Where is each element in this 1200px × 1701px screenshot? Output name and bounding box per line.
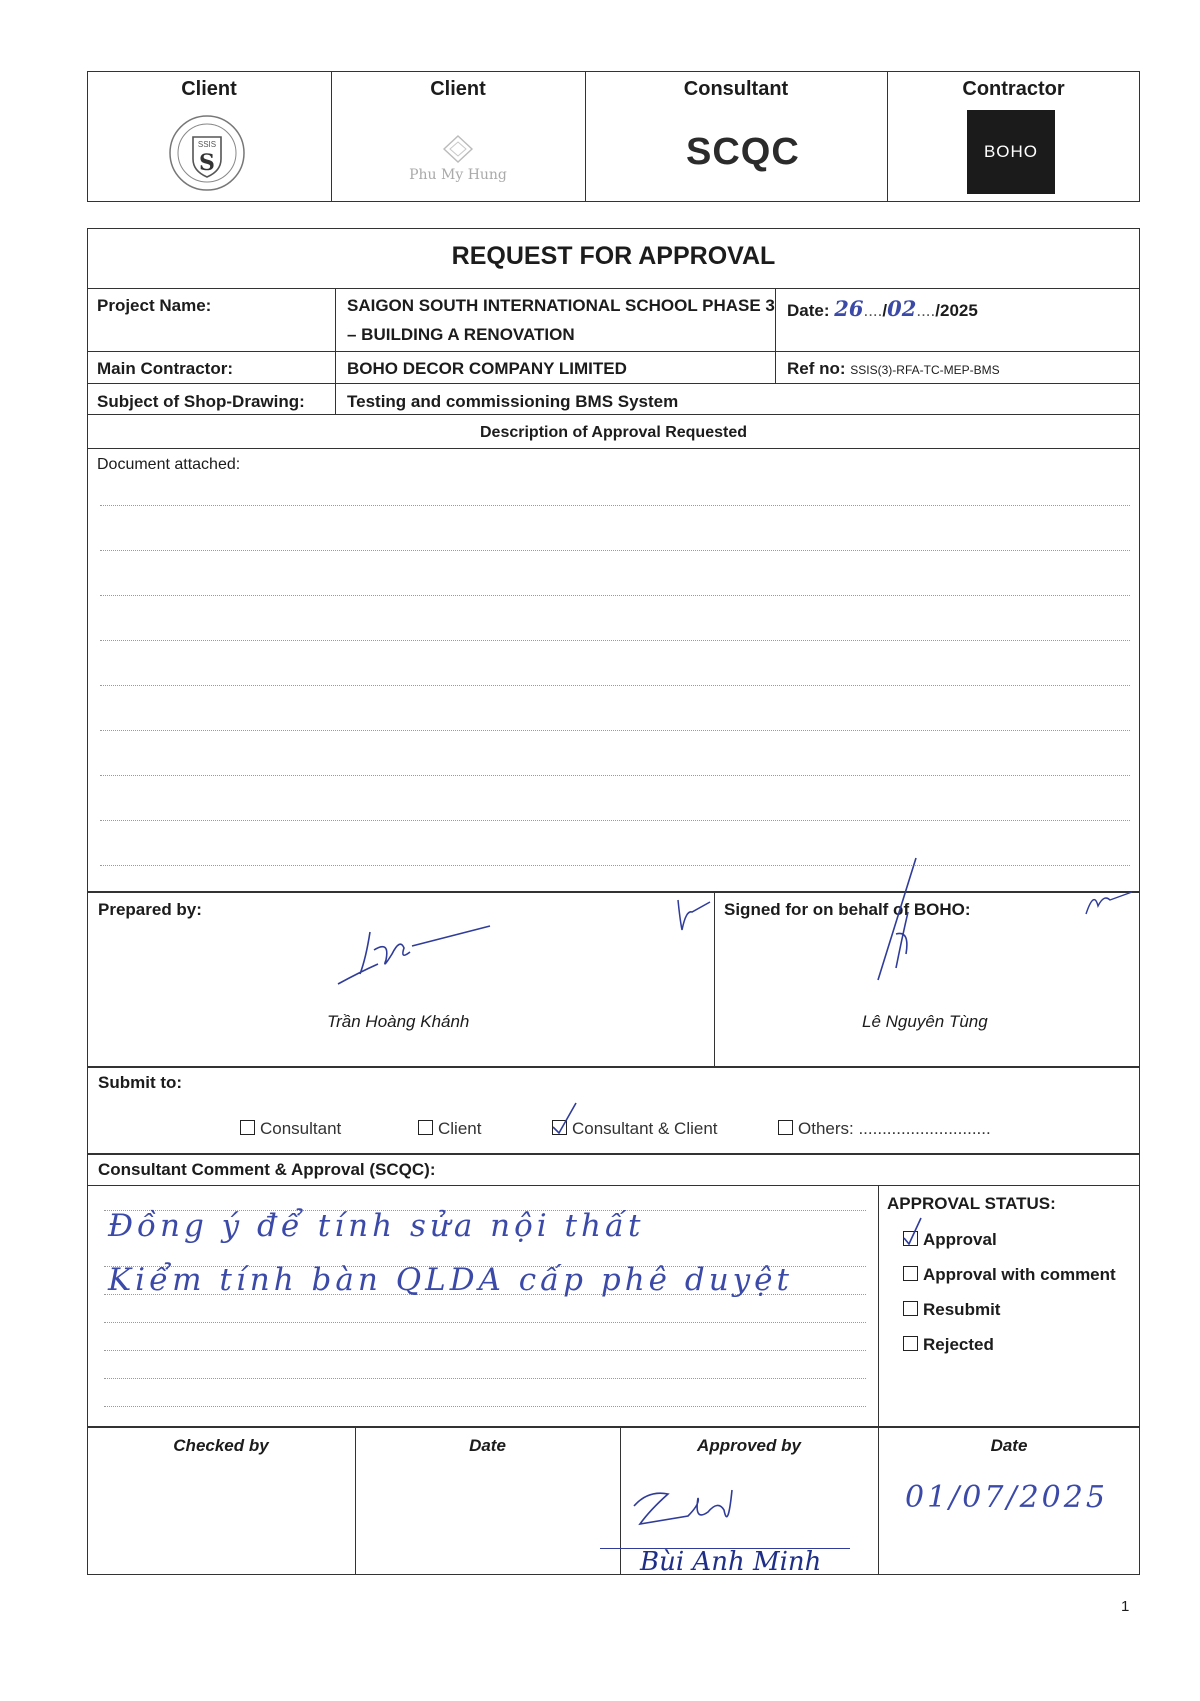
- row-divider: [87, 383, 1140, 384]
- blank-line: [100, 640, 1130, 641]
- column-divider: [775, 288, 776, 383]
- date-label-1: Date: [469, 1436, 506, 1455]
- approver-name: Bùi Anh Minh: [640, 1547, 822, 1577]
- date-separator: ....: [916, 301, 936, 320]
- status-option-resubmit[interactable]: [903, 1300, 1000, 1320]
- main-contractor-label: Main Contractor:: [97, 359, 233, 378]
- blank-line: [100, 550, 1130, 551]
- check-mark-icon: [901, 1216, 925, 1246]
- scqc-logo: SCQC: [686, 131, 800, 173]
- checkbox-checked[interactable]: [903, 1231, 918, 1246]
- row-divider: [87, 414, 1140, 415]
- submit-option-others[interactable]: [778, 1119, 991, 1139]
- checkbox[interactable]: [903, 1301, 918, 1316]
- project-name-label: Project Name:: [97, 296, 212, 315]
- ssis-seal-letter: S: [199, 150, 215, 176]
- submit-option-consultant[interactable]: [240, 1119, 341, 1139]
- document-attached-label: Document attached:: [97, 456, 241, 473]
- boho-logo: BOHO: [967, 110, 1055, 194]
- checkbox-checked[interactable]: [552, 1120, 567, 1135]
- comment-line: [104, 1322, 866, 1323]
- rfa-form: [87, 228, 1140, 892]
- row-divider: [87, 1185, 1140, 1186]
- ssis-seal-text: SSIS: [197, 140, 217, 149]
- description-header: Description of Approval Requested: [480, 424, 747, 441]
- project-name-line-1: SAIGON SOUTH INTERNATIONAL SCHOOL PHASE 3: [347, 296, 775, 315]
- phu-my-hung-text: Phu My Hung: [409, 167, 507, 183]
- checkbox[interactable]: [240, 1120, 255, 1135]
- date-label-2: Date: [990, 1436, 1028, 1455]
- phu-my-hung-logo: [396, 134, 520, 192]
- status-option-label: Rejected: [923, 1335, 994, 1354]
- page-number: 1: [1121, 1598, 1130, 1615]
- submit-section: [87, 1067, 1140, 1154]
- status-option-approval[interactable]: [903, 1230, 997, 1250]
- row-divider: [87, 288, 1140, 289]
- consultant-comment-label: Consultant Comment & Approval (SCQC):: [98, 1160, 436, 1179]
- signed-on-behalf-name: Lê Nguyên Tùng: [862, 1012, 988, 1031]
- ssis-seal-logo: [167, 113, 247, 193]
- row-divider: [87, 448, 1140, 449]
- submit-option-consultant-and-client[interactable]: [552, 1119, 718, 1139]
- subject-value: Testing and commissioning BMS System: [347, 392, 679, 411]
- status-option-rejected[interactable]: [903, 1335, 994, 1355]
- comment-line: [104, 1350, 866, 1351]
- check-mark-icon: [550, 1101, 580, 1135]
- checkbox[interactable]: [903, 1336, 918, 1351]
- date-label: Date:: [787, 301, 830, 320]
- status-option-approval-with-comment[interactable]: [903, 1265, 1116, 1285]
- date-day: 26: [834, 296, 864, 321]
- project-name-line-2: – BUILDING A RENOVATION: [347, 325, 575, 344]
- date-separator: ....: [863, 301, 883, 320]
- header-client-label: Client: [181, 78, 237, 100]
- status-option-label: Resubmit: [923, 1300, 1001, 1319]
- checked-by-label: Checked by: [173, 1436, 269, 1455]
- handwritten-comment-line-1: Đồng ý để tính sửa nội thất: [108, 1208, 645, 1244]
- approved-date: 01/07/2025: [905, 1480, 1108, 1515]
- subject-label: Subject of Shop-Drawing:: [97, 392, 305, 411]
- status-option-label: Approval: [923, 1230, 997, 1249]
- submit-to-label: Submit to:: [98, 1073, 183, 1092]
- comment-line: [104, 1378, 866, 1379]
- date-field: [787, 296, 978, 321]
- prepared-by-name: Trần Hoàng Khánh: [327, 1012, 470, 1031]
- blank-line: [100, 775, 1130, 776]
- date-month: 02: [887, 296, 917, 321]
- submit-option-client[interactable]: [418, 1119, 481, 1139]
- approved-by-label: Approved by: [697, 1436, 801, 1455]
- checkbox[interactable]: [903, 1266, 918, 1281]
- blank-line: [100, 505, 1130, 506]
- header-consultant-label: Consultant: [683, 78, 789, 100]
- blank-line: [100, 730, 1130, 731]
- prepared-by-label: Prepared by:: [98, 900, 202, 919]
- submit-option-label: Consultant: [260, 1119, 342, 1138]
- ref-no-label: Ref no:: [787, 359, 846, 378]
- header-client-label-2: Client: [430, 78, 486, 100]
- submit-option-label: Consultant & Client: [572, 1119, 718, 1138]
- submit-option-label: Others: ............................: [798, 1119, 991, 1138]
- checkbox[interactable]: [418, 1120, 433, 1135]
- handwritten-comment-line-2: Kiểm tính bàn QLDA cấp phê duyệt: [108, 1262, 793, 1298]
- row-divider: [87, 351, 1140, 352]
- header-contractor-label: Contractor: [962, 78, 1065, 100]
- date-slash: /: [882, 301, 888, 320]
- boho-signature: [670, 850, 1140, 1000]
- blank-line: [100, 595, 1130, 596]
- approver-signature: [628, 1470, 788, 1540]
- comment-line: [104, 1406, 866, 1407]
- checkbox[interactable]: [778, 1120, 793, 1135]
- signed-on-behalf-label: Signed for on behalf of BOHO:: [724, 900, 971, 919]
- ref-no-value: SSIS(3)-RFA-TC-MEP-BMS: [850, 363, 1000, 377]
- date-year: /2025: [935, 301, 978, 320]
- prepared-by-signature: [330, 920, 500, 990]
- blank-line: [100, 820, 1130, 821]
- main-contractor-value: BOHO DECOR COMPANY LIMITED: [347, 359, 627, 378]
- status-divider: [878, 1185, 879, 1427]
- form-title: REQUEST FOR APPROVAL: [451, 242, 776, 270]
- ref-no-field: [787, 359, 1000, 379]
- approval-status-title: APPROVAL STATUS:: [887, 1194, 1056, 1213]
- blank-line: [100, 685, 1130, 686]
- status-option-label: Approval with comment: [923, 1265, 1116, 1284]
- submit-option-label: Client: [438, 1119, 482, 1138]
